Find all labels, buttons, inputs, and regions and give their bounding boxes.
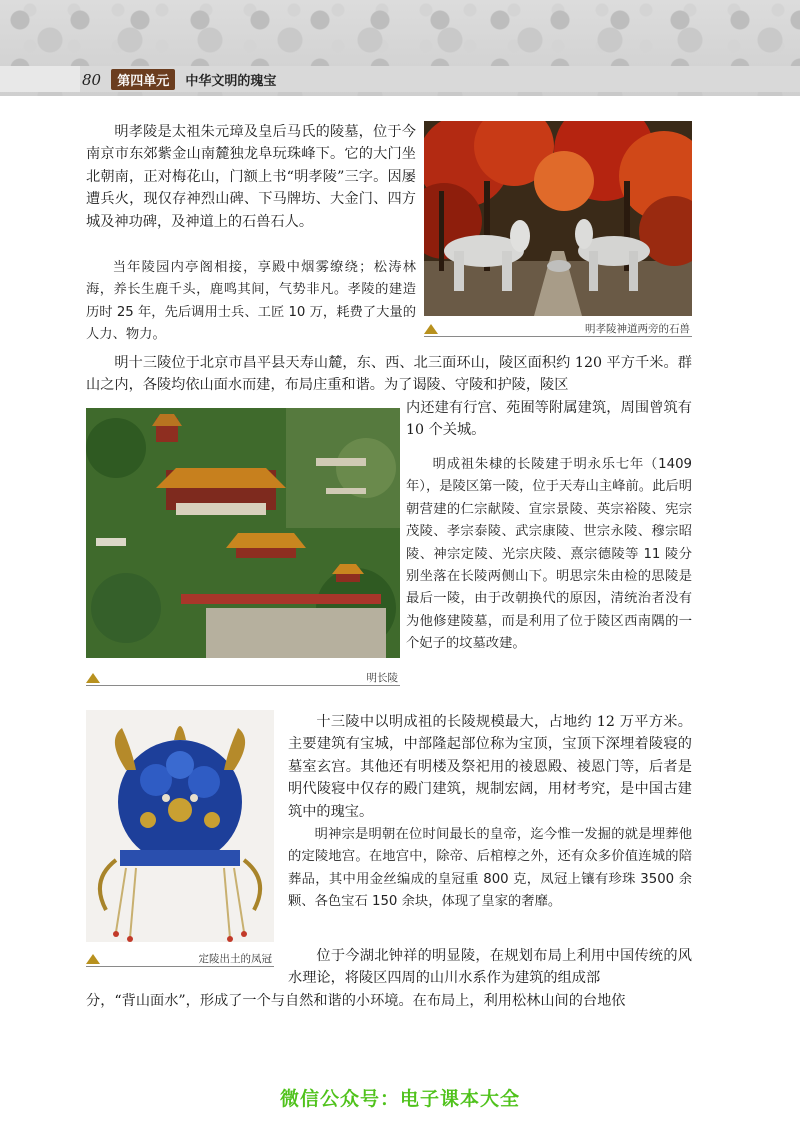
header-line <box>82 69 276 90</box>
caption-stone-beasts: 明孝陵神道两旁的石兽 <box>585 323 690 335</box>
stone-beasts-image <box>424 121 692 316</box>
caption-phoenix-crown: 定陵出土的凤冠 <box>198 953 272 965</box>
caption-bar-phoenix-crown <box>86 952 274 967</box>
caption-triangle-icon <box>424 324 438 334</box>
caption-bar-stone-beasts <box>424 322 692 337</box>
caption-triangle-icon <box>86 954 100 964</box>
caption-changling: 明长陵 <box>366 672 398 684</box>
photo-phoenix-crown <box>86 710 274 942</box>
paragraph-xianling: 位于今湖北钟祥的明显陵，在规划布局上利用中国传统的风水理论，将陵区四周的山川水系作为建筑的组成部 <box>288 948 692 987</box>
paragraph-changling-scale: 十三陵中以明成祖的长陵规模最大，占地约 12 万平方米。主要建筑有宝城，中部隆起部位称为宝顶，宝顶下深埋着陵寝的墓室玄宫。其他还有明楼及祭祀用的祾恩殿、祾恩门等，后者是明代陵寝中仅存的殿门建筑，规制宏阔，用材考究，是中国古建筑中的瑰宝。 <box>288 714 692 820</box>
photo-changling <box>86 408 400 658</box>
footer-watermark: 微信公众号：电子课本大全 <box>279 1088 520 1110</box>
caption-triangle-icon <box>86 673 100 683</box>
page-header <box>0 0 800 96</box>
paragraph-xiaoling-history: 当年陵园内亭阁相接，享殿中烟雾缭绕；松涛林海，养长生鹿千头，鹿鸣其间，气势非凡。孝陵的建造历时 25 年，先后调用士兵、工匠 10 万，耗费了大量的人力、物力。 <box>86 260 416 343</box>
caption-bar-changling <box>86 671 400 686</box>
paragraph-ming-tombs-cont: 内还建有行宫、苑囿等附属建筑，周围曾筑有 10 个关城。 <box>406 400 692 439</box>
paragraph-ming-tombs: 明十三陵位于北京市昌平县天寿山麓，东、西、北三面环山，陵区面积约 120 平方千米。群山之内，各陵均依山面水而建，布局庄重和谐。为了谒陵、守陵和护陵，陵区 <box>86 355 692 394</box>
paragraph-dingling: 明神宗是明朝在位时间最长的皇帝，迄今惟一发掘的就是埋葬他的定陵地宫。在地宫中，除帝、后棺椁之外，还有众多价值连城的陪葬品，其中用金丝编成的皇冠重 800 克，凤冠上镶有珍珠 3500 余颗、各色宝石 150 余块，体现了皇家的奢靡。 <box>288 827 692 910</box>
paragraph-xiaoling: 明孝陵是太祖朱元璋及皇后马氏的陵墓，位于今南京市东郊紫金山南麓独龙阜玩珠峰下。它的大门坐北朝南，正对梅花山，门额上书“明孝陵”三字。因屡遭兵火，现仅存神烈山碑、下马牌坊、大金门、四方城及神功碑，及神道上的石兽石人。 <box>86 124 416 230</box>
unit-badge: 第四单元 <box>111 69 175 90</box>
page-number: 80 <box>82 71 102 89</box>
unit-title: 中华文明的瑰宝 <box>185 74 277 89</box>
paragraph-changling: 明成祖朱棣的长陵建于明永乐七年（1409 年），是陵区第一陵，位于天寿山主峰前。此后明朝营建的仁宗献陵、宣宗景陵、英宗裕陵、宪宗茂陵、孝宗泰陵、武宗康陵、世宗永陵、穆宗昭陵、神宗定陵、光宗庆陵、熹宗德陵等 11 陵分别坐落在长陵两侧山下。明思宗朱由检的思陵是最后一陵，由于改朝换代的原因，清统治者没有为他修建陵墓，而是利用了位于陵区西南隅的一个妃子的坟墓改建。 <box>406 457 692 652</box>
photo-stone-beasts <box>424 121 692 316</box>
phoenix-crown-image <box>86 710 274 942</box>
paragraph-xianling-cont: 分，“背山面水”，形成了一个与自然和谐的小环境。在布局上，利用松林山间的台地依 <box>86 993 626 1009</box>
changling-image <box>86 408 400 658</box>
